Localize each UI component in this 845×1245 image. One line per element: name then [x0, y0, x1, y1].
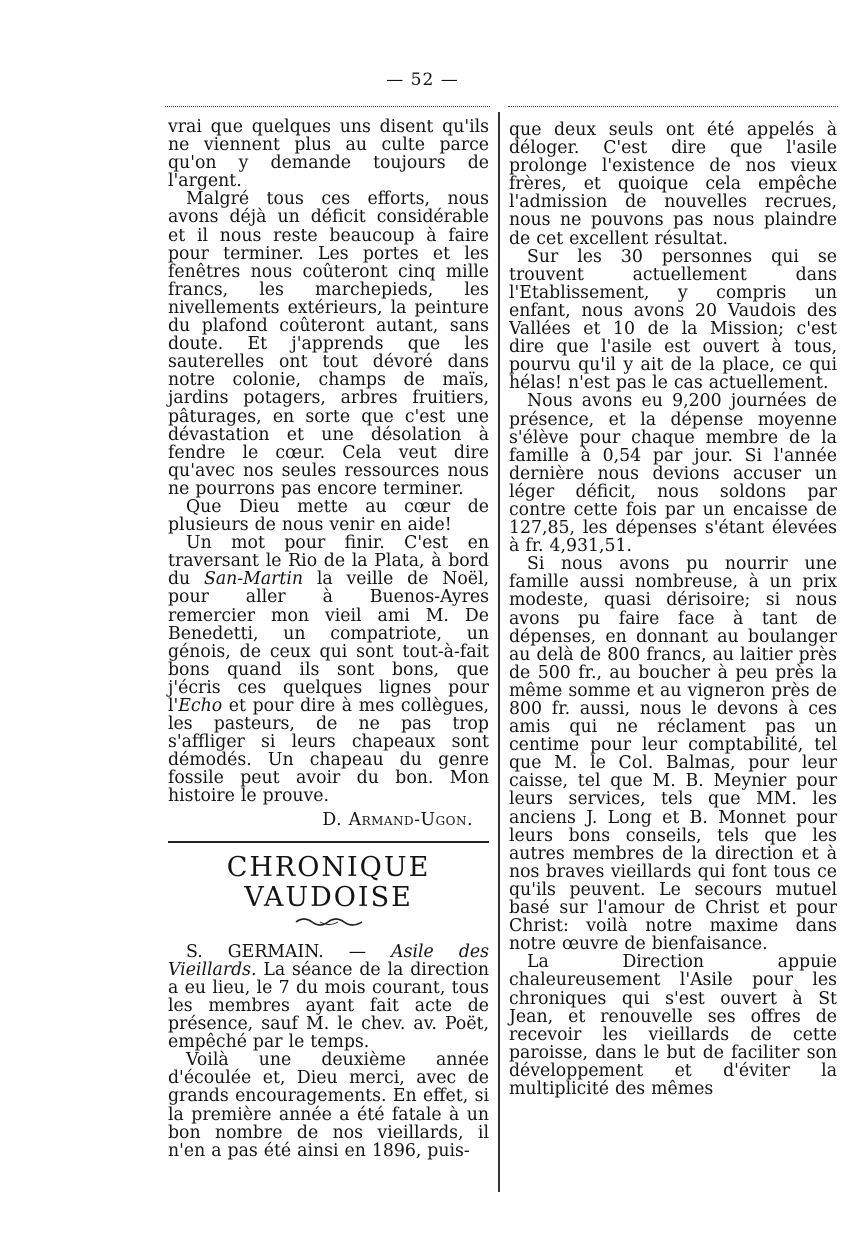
- header-rule-left: [165, 106, 490, 107]
- text-run: la veille de Noël, pour aller à Buenos-Ayres remercier mon vieil ami M. De Benedetti, un compatriote, un génois, de ceux qui sont tout-à-fait bons quand ils sont bons, que j'écris ces quelques lignes pour l': [168, 569, 490, 716]
- paragraph-8: Sur les 30 personnes qui se trouvent actuellement dans l'Etablissement, y compris un enfant, nous avons 20 Vaudois des Vallées et 10 de la Mission; c'est dire que l'asile est ouvert à tous, pourvu qu'il y ait de la place, ce qui hélas! n'est pas le cas actuellement.: [509, 246, 837, 394]
- ornament: [168, 915, 489, 931]
- ornament-flourish-icon: [294, 915, 364, 929]
- signature: D. Armand-Ugon.: [322, 809, 473, 830]
- section-title: CHRONIQUE VAUDOISE: [226, 851, 431, 913]
- paragraph-2: Malgré tous ces efforts, nous avons déjà un déficit considérable et il nous reste beaucoup à faire pour terminer. Les portes et les fenêtres nous coûteront cinq mille francs, les marchepieds, les nivellements extérieurs, la peinture du plafond coûteront autant, sans doute. Et j'apprends que les sauterelles ont tout dévoré dans notre colonie, champs de maïs, jardins potagers, arbres fruitiers, pâturages, en sorte que c'est une dévastation et une désolation à fendre le cœur. Cela veut dire qu'avec nos seules ressources nous ne pourrons pas encore terminer.: [168, 189, 489, 499]
- left-column: [168, 118, 489, 1160]
- section-rule: [168, 841, 489, 843]
- asile-title: Asile des Vieillards.: [168, 941, 489, 980]
- ship-name: San-Martin: [204, 569, 304, 590]
- paragraph-5: [168, 943, 489, 1052]
- paragraph-6: Voilà une deuxième année d'écoulée et, Dieu merci, avec de grands encouragements. En effet, si la première année a été fatale à un bon nombre de nos vieillards, il n'en a pas été ainsi en 1896, puis-: [168, 1050, 489, 1161]
- text-run: S. GERMAIN. —: [186, 941, 392, 962]
- page-number: — 52 —: [386, 70, 459, 90]
- paragraph-3: Que Dieu mette au cœur de plusieurs de nous venir en aide!: [168, 496, 489, 536]
- right-column: [509, 121, 837, 1098]
- paragraph-7: que deux seuls ont été appelés à déloger. C'est dire que l'asile prolonge l'existence de nos vieux frères, et quoique cela empêche l'admission de nouvelles recrues, nous ne pouvons pas nous plaindre de cet excellent résultat.: [509, 120, 837, 249]
- paragraph-11: La Direction appuie chaleureusement l'Asile pour les chroniques qui s'est ouvert à St Jean, et renouvelle ses offres de recevoir les vieillards de cette paroisse, dans le but de faciliter son développement et d'éviter la multiplicité des mêmes: [509, 952, 837, 1099]
- header-rule-right: [508, 106, 838, 107]
- column-divider: [498, 112, 500, 1192]
- text-run: La séance de la direction a eu lieu, le 7 du mois courant, tous les membres ayant fait acte de présence, sauf M. le chev. av. Poët, empêché par le temps.: [168, 959, 489, 1053]
- text-run: Un mot pour finir. C'est en traversant le Rio de la Plata, à bord du: [168, 533, 489, 590]
- paragraph-9: Nous avons eu 9,200 journées de présence, et la dépense moyenne s'élève pour chaque membre de la famille à 0,54 par jour. Si l'année dernière nous devions accuser un léger déficit, nous soldons par contre cette fois par un encaisse de 127,85, les dépenses s'étant élevées à fr. 4,931,51.: [509, 391, 837, 557]
- paragraph-4: [168, 534, 489, 805]
- text-run: et pour dire à mes collègues, les pasteurs, de ne pas trop s'affliger si leurs chapeaux sont démodés. Un chapeau du genre fossile peut avoir du bon. Mon histoire le prouve.: [168, 696, 489, 807]
- paragraph-1: vrai que quelques uns disent qu'ils ne viennent plus au culte parce qu'on y demande toujours de l'argent.: [168, 117, 489, 192]
- paragraph-10: Si nous avons pu nourrir une famille aussi nombreuse, à un prix modeste, quasi dérisoire; si nous avons pu faire face à tant de dépenses, en donnant au boulanger au delà de 800 francs, au laitier près de 500 fr., au boucher à peu près la même somme et au vigneron près de 800 fr. aussi, nous le devons à ces amis qui ne réclament pas un centime pour leur comptabilité, tel que M. le Col. Balmas, pour leur caisse, tel que M. B. Meynier pour leurs services, tels que MM. les anciens J. Long et B. Monnet pour leurs bons conseils, tels que les autres membres de la direction et à nos braves vieillards qui font tous ce qu'ils peuvent. Le secours mutuel basé sur l'amour de Christ et pour Christ: voilà notre maxime dans notre œuvre de bienfaisance.: [509, 554, 837, 955]
- journal-name: Echo: [178, 696, 223, 716]
